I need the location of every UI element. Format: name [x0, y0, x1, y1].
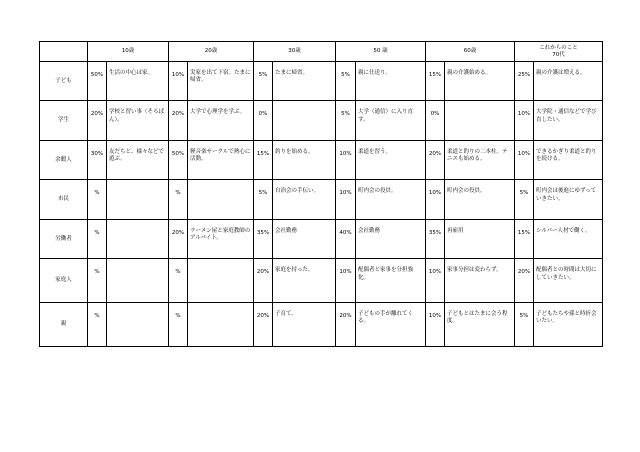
percent-cell: % — [169, 303, 188, 347]
note-cell: ラーメン屋と家庭教師のアルバイト。 — [188, 219, 254, 258]
percent-cell: 5% — [254, 62, 273, 101]
percent-cell: 50% — [169, 140, 188, 179]
percent-cell: 35% — [254, 219, 273, 258]
note-cell: 親の介護始める。 — [445, 62, 515, 101]
note-cell: 子どもたちや孫と時折会いたい。 — [534, 303, 603, 347]
header-age-20: 20歳 — [169, 42, 254, 62]
header-age-30: 30歳 — [254, 42, 336, 62]
percent-cell: 10% — [426, 303, 445, 347]
note-cell: 釣りを始める。 — [273, 140, 336, 179]
percent-cell: 5% — [254, 180, 273, 219]
note-cell — [107, 259, 169, 303]
note-cell: 学校と習い事（そろばん）。 — [107, 101, 169, 140]
percent-cell: % — [88, 303, 107, 347]
percent-cell: 20% — [88, 101, 107, 140]
percent-cell: 40% — [336, 219, 356, 258]
row-label: 市民 — [40, 180, 88, 219]
note-cell — [273, 101, 336, 140]
percent-cell: 10% — [336, 259, 356, 303]
note-cell: たまに帰省。 — [273, 62, 336, 101]
note-cell: 配偶者と家事を分担強化。 — [356, 259, 426, 303]
row-label: 子ども — [40, 62, 88, 101]
percent-cell: 20% — [515, 259, 534, 303]
percent-cell: 0% — [254, 101, 273, 140]
table-row — [40, 303, 603, 347]
note-cell: 子どもの手が離れてくる。 — [356, 303, 426, 347]
percent-cell: 15% — [254, 140, 273, 179]
percent-cell: 50% — [88, 62, 107, 101]
percent-cell: 10% — [515, 140, 534, 179]
percent-cell: 5% — [336, 101, 356, 140]
note-cell: 親に仕送り。 — [356, 62, 426, 101]
header-future-line1: これからのこと — [539, 44, 578, 51]
note-cell: 友だちと、様々などで遊ぶ。 — [107, 140, 169, 179]
note-cell — [188, 303, 254, 347]
table-row — [40, 140, 603, 179]
header-age-60: 60歳 — [426, 42, 515, 62]
percent-cell: 20% — [254, 303, 273, 347]
note-cell: 町内会の役員。 — [445, 180, 515, 219]
percent-cell: 10% — [336, 180, 356, 219]
percent-cell: 5% — [515, 303, 534, 347]
note-cell — [107, 303, 169, 347]
header-future-line2: 70代 — [552, 51, 565, 58]
note-cell — [445, 101, 515, 140]
percent-cell: 35% — [426, 219, 445, 258]
percent-cell: 20% — [169, 219, 188, 258]
percent-cell: % — [169, 180, 188, 219]
percent-cell: 10% — [169, 62, 188, 101]
note-cell: 自治会の手伝い。 — [273, 180, 336, 219]
table-row — [40, 180, 603, 219]
percent-cell: 25% — [515, 62, 534, 101]
percent-cell: 15% — [515, 219, 534, 258]
note-cell: 大学で心理学を学ぶ。 — [188, 101, 254, 140]
note-cell: 会社勤務 — [273, 219, 336, 258]
percent-cell: 20% — [426, 140, 445, 179]
note-cell: 子育て。 — [273, 303, 336, 347]
percent-cell: 10% — [426, 259, 445, 303]
note-cell: シルバー人材で働く。 — [534, 219, 603, 258]
percent-cell: % — [88, 219, 107, 258]
header-age-50: 50 歳 — [336, 42, 426, 62]
note-cell — [188, 180, 254, 219]
row-label: 労働者 — [40, 219, 88, 258]
header-age-10: 10歳 — [88, 42, 169, 62]
note-cell: 柔道を習う。 — [356, 140, 426, 179]
row-label: 学生 — [40, 101, 88, 140]
percent-cell: 30% — [88, 140, 107, 179]
table-body — [40, 62, 603, 347]
header-future — [515, 42, 603, 62]
percent-cell: 20% — [169, 101, 188, 140]
table-row — [40, 259, 603, 303]
row-label: 余暇人 — [40, 140, 88, 179]
note-cell: 子どもとはたまに会う程度。 — [445, 303, 515, 347]
percent-cell: % — [88, 259, 107, 303]
note-cell: 家庭を持った。 — [273, 259, 336, 303]
percent-cell: % — [169, 259, 188, 303]
note-cell: 大学（通信）に入り直す。 — [356, 101, 426, 140]
note-cell: 配偶者との時間は大切にしていきたい。 — [534, 259, 603, 303]
note-cell: 大学院・通信などで学び直したい。 — [534, 101, 603, 140]
percent-cell: 20% — [254, 259, 273, 303]
table-row — [40, 62, 603, 101]
note-cell: 軽音楽サークルで熱心に活動。 — [188, 140, 254, 179]
note-cell: 柔道と釣りの二本柱。テニスも始める。 — [445, 140, 515, 179]
row-label: 家庭人 — [40, 259, 88, 303]
note-cell — [107, 180, 169, 219]
note-cell: できるかぎり柔道と釣りを続ける。 — [534, 140, 603, 179]
corner-header-cell — [40, 42, 88, 62]
note-cell: 会社勤務 — [356, 219, 426, 258]
life-role-table — [39, 41, 603, 347]
header-row — [40, 42, 603, 62]
percent-cell: 20% — [336, 303, 356, 347]
percent-cell: 0% — [426, 101, 445, 140]
note-cell — [188, 259, 254, 303]
note-cell: 町内会の役員。 — [356, 180, 426, 219]
table-row — [40, 101, 603, 140]
note-cell: 再雇用 — [445, 219, 515, 258]
note-cell: 親の介護は増える。 — [534, 62, 603, 101]
percent-cell: 10% — [336, 140, 356, 179]
percent-cell: 5% — [336, 62, 356, 101]
percent-cell: 5% — [515, 180, 534, 219]
percent-cell: 10% — [515, 101, 534, 140]
note-cell — [107, 219, 169, 258]
row-label: 親 — [40, 303, 88, 347]
percent-cell: % — [88, 180, 107, 219]
percent-cell: 15% — [426, 62, 445, 101]
note-cell: 生活の中心は家。 — [107, 62, 169, 101]
note-cell: 実家を出て下宿。たまに帰省。 — [188, 62, 254, 101]
table-row — [40, 219, 603, 258]
note-cell: 町内会は後進にゆずっていきたい。 — [534, 180, 603, 219]
percent-cell: 10% — [426, 180, 445, 219]
note-cell: 家事分担は変わらず。 — [445, 259, 515, 303]
